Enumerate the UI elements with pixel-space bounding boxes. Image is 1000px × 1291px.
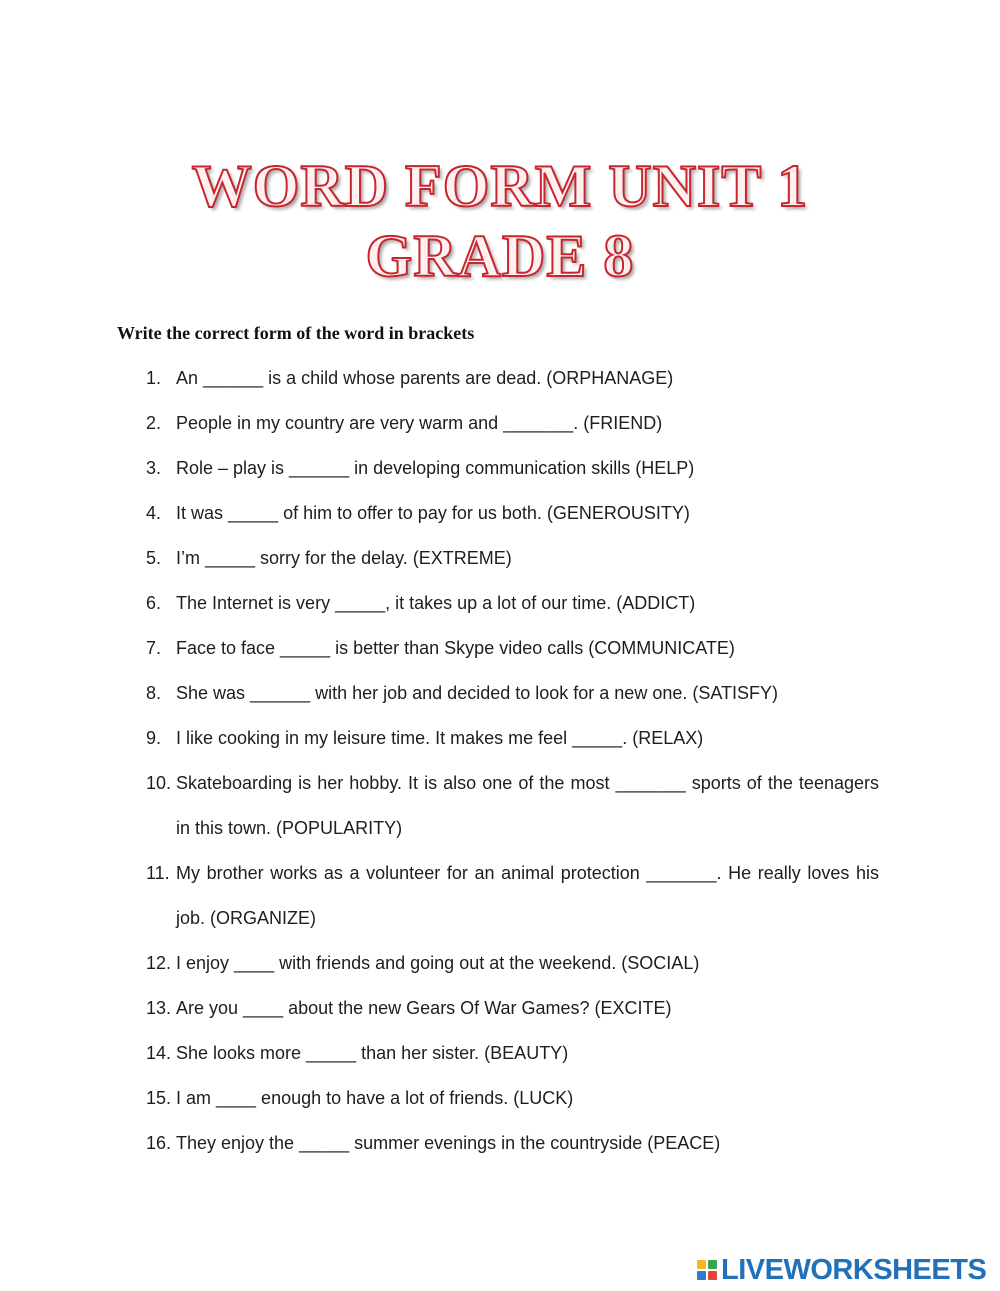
question-text: People in my country are very warm and _______. (FRIEND) (176, 413, 663, 433)
question-text: Role – play is ______ in developing communication skills (HELP) (176, 458, 695, 478)
logo-block (708, 1260, 717, 1269)
question-number: 5. (146, 548, 162, 568)
question-number: 9. (146, 728, 162, 748)
question-number: 13. (146, 998, 172, 1018)
question-text: Are you ____ about the new Gears Of War Games? (EXCITE) (176, 998, 672, 1018)
question-number: 11. (146, 863, 170, 883)
logo-block (697, 1271, 706, 1280)
question-text: I’m _____ sorry for the delay. (EXTREME) (176, 548, 512, 568)
question-text: An ______ is a child whose parents are dead. (ORPHANAGE) (176, 368, 674, 388)
question-item (146, 581, 879, 626)
question-number: 6. (146, 593, 162, 613)
question-item (146, 671, 879, 716)
question-text: I am ____ enough to have a lot of friends. (LUCK) (176, 1088, 574, 1108)
question-number: 16. (146, 1133, 172, 1153)
worksheet-title-line-1: WORD FORM UNIT 1 (191, 153, 809, 219)
question-number: 15. (146, 1088, 172, 1108)
question-item (146, 1121, 879, 1166)
question-item (146, 536, 879, 581)
question-number: 3. (146, 458, 162, 478)
question-item (146, 851, 879, 941)
question-text: They enjoy the _____ summer evenings in the countryside (PEACE) (176, 1133, 721, 1153)
question-number: 8. (146, 683, 162, 703)
question-item (146, 401, 879, 446)
question-item (146, 1076, 879, 1121)
question-item (146, 446, 879, 491)
question-item (146, 716, 879, 761)
question-item (146, 626, 879, 671)
question-item (146, 986, 879, 1031)
logo-text: LIVEWORKSHEETS (721, 1253, 987, 1286)
question-number: 1. (146, 368, 162, 388)
question-item (146, 941, 879, 986)
question-text: My brother works as a volunteer for an animal protection _______. He really loves his job. (ORGANIZE) (176, 863, 879, 928)
question-text: Skateboarding is her hobby. It is also one of the most _______ sports of the teenagers in this town. (POPULARITY) (176, 773, 879, 838)
question-number: 12. (146, 953, 172, 973)
question-number: 14. (146, 1043, 172, 1063)
question-number: 4. (146, 503, 162, 523)
question-item (146, 356, 879, 401)
question-text: Face to face _____ is better than Skype video calls (COMMUNICATE) (176, 638, 735, 658)
question-item (146, 491, 879, 536)
question-text: The Internet is very _____, it takes up a lot of our time. (ADDICT) (176, 593, 696, 613)
liveworksheets-logo[interactable] (697, 1252, 986, 1288)
logo-block (697, 1260, 706, 1269)
question-text: I like cooking in my leisure time. It makes me feel _____. (RELAX) (176, 728, 704, 748)
logo-blocks-icon (697, 1260, 717, 1280)
question-text: She looks more _____ than her sister. (BEAUTY) (176, 1043, 569, 1063)
question-text: It was _____ of him to offer to pay for us both. (GENEROUSITY) (176, 503, 690, 523)
question-number: 2. (146, 413, 162, 433)
question-number: 10. (146, 773, 172, 793)
question-text: I enjoy ____ with friends and going out at the weekend. (SOCIAL) (176, 953, 700, 973)
question-item (146, 1031, 879, 1076)
question-number: 7. (146, 638, 162, 658)
question-item (146, 761, 879, 851)
instruction-text: Write the correct form of the word in brackets (117, 323, 475, 343)
question-text: She was ______ with her job and decided to look for a new one. (SATISFY) (176, 683, 779, 703)
worksheet-title-line-2: GRADE 8 (365, 223, 635, 289)
logo-block (708, 1271, 717, 1280)
